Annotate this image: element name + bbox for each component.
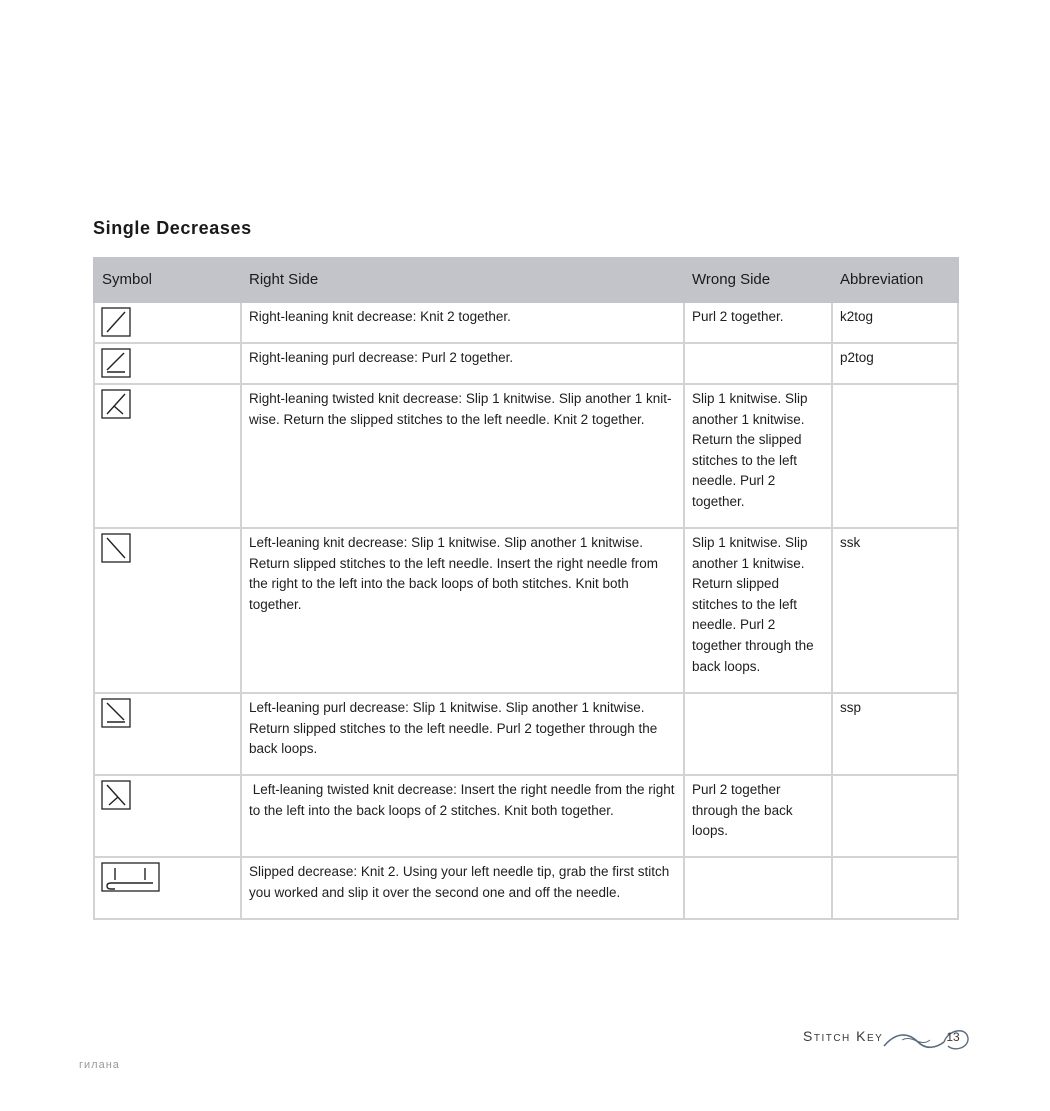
right-side-cell: Right-leaning twisted knit decrease: Slip 1 knitwise. Slip another 1 knit-wise. Return the slipped stitches to the left needle. Knit 2 together. [241,384,684,528]
k2tog-symbol-icon [101,307,131,337]
wrong-side-cell: Slip 1 knitwise. Slip another 1 knitwise. Return slipped stitches to the left needle. Purl 2 together through the back loops. [684,528,832,693]
page-number: 13 [946,1030,960,1044]
right-twisted-decrease-symbol-icon [101,389,131,419]
right-side-cell: Slipped decrease: Knit 2. Using your left needle tip, grab the first stitch you worked and slip it over the second one and off the needle. [241,857,684,919]
abbreviation-cell [832,384,958,528]
symbol-cell [94,528,241,693]
watermark: гилана [79,1059,120,1071]
symbol-cell [94,857,241,919]
table-row [94,528,958,693]
p2tog-symbol-icon [101,348,131,378]
stitch-key-table [93,257,959,920]
wrong-side-cell: Purl 2 together. [684,302,832,343]
column-header-abbreviation: Abbreviation [832,258,958,302]
abbreviation-cell [832,857,958,919]
symbol-cell [94,384,241,528]
right-side-cell: Left-leaning twisted knit decrease: Insert the right needle from the right to the left into the back loops of 2 stitches. Knit both together. [241,775,684,857]
column-header-right-side: Right Side [241,258,684,302]
wrong-side-cell: Purl 2 together through the back loops. [684,775,832,857]
column-header-wrong-side: Wrong Side [684,258,832,302]
abbreviation-cell: ssk [832,528,958,693]
symbol-cell [94,693,241,775]
ssk-symbol-icon [101,533,131,563]
slipped-decrease-symbol-icon [101,862,161,892]
symbol-cell [94,302,241,343]
running-footer-title: Stitch Key [803,1028,884,1044]
wrong-side-cell [684,857,832,919]
abbreviation-cell: p2tog [832,343,958,384]
table-row [94,693,958,775]
abbreviation-cell: ssp [832,693,958,775]
wrong-side-cell [684,693,832,775]
symbol-cell [94,775,241,857]
left-twisted-decrease-symbol-icon [101,780,131,810]
right-side-cell: Left-leaning knit decrease: Slip 1 knitwise. Slip another 1 knitwise. Return slipped stitches to the left needle. Insert the right needle from the right to the left into the back loops of both stitches. Knit both together. [241,528,684,693]
wrong-side-cell [684,343,832,384]
table-row [94,775,958,857]
ssp-symbol-icon [101,698,131,728]
symbol-cell [94,343,241,384]
table-header-row [94,258,958,302]
right-side-cell: Left-leaning purl decrease: Slip 1 knitwise. Slip another 1 knitwise. Return slipped stitches to the left needle. Purl 2 together through the back loops. [241,693,684,775]
abbreviation-cell [832,775,958,857]
table-row [94,384,958,528]
section-title: Single Decreases [93,218,252,238]
table-row [94,343,958,384]
wrong-side-cell: Slip 1 knitwise. Slip another 1 knitwise. Return the slipped stitches to the left needle. Purl 2 together. [684,384,832,528]
abbreviation-cell: k2tog [832,302,958,343]
table-row [94,857,958,919]
table-row [94,302,958,343]
right-side-cell: Right-leaning knit decrease: Knit 2 together. [241,302,684,343]
column-header-symbol: Symbol [94,258,241,302]
right-side-cell: Right-leaning purl decrease: Purl 2 together. [241,343,684,384]
